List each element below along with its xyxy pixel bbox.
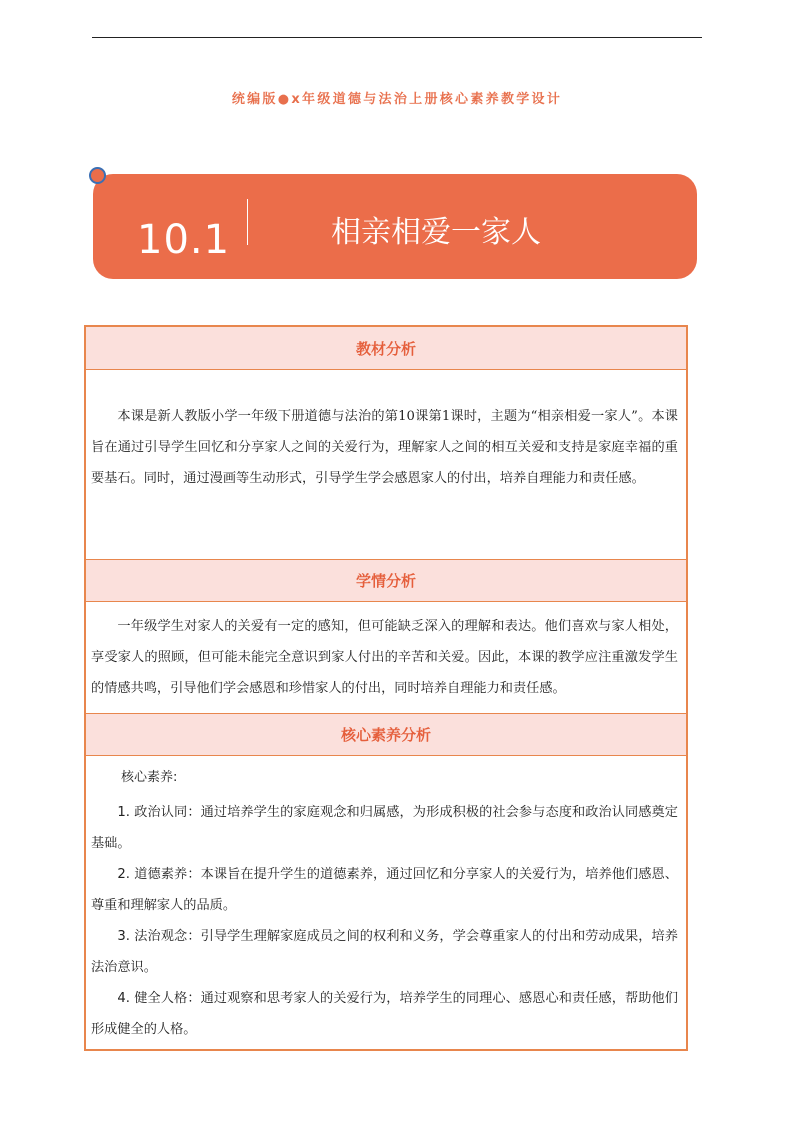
list-item [91, 859, 678, 921]
lesson-table [84, 325, 688, 1051]
list-item-number: 1. [117, 805, 130, 820]
section-heading-core-literacy: 核心素养分析 [86, 713, 686, 756]
list-item-number: 2. [117, 867, 130, 882]
list-item-number: 3. [117, 929, 130, 944]
section-heading-textbook-analysis: 教材分析 [86, 327, 686, 370]
section-body-core-literacy [86, 756, 686, 1049]
list-item-number: 4. [117, 991, 130, 1006]
section-body-student-analysis [86, 602, 686, 713]
lesson-number: 10.1 [137, 217, 231, 263]
top-rule [92, 37, 702, 38]
lesson-title: 相亲相爱一家人 [331, 215, 541, 250]
paragraph: 本课是新人教版小学一年级下册道德与法治的第10课第1课时，主题为“相亲相爱一家人”。本课旨在通过引导学生回忆和分享家人之间的关爱行为，理解家人之间的相互关爱和支持是家庭幸福的重要基石。同时，通过漫画等生动形式，引导学生学会感恩家人的付出，培养自理能力和责任感。 [91, 409, 678, 486]
section-heading-student-analysis: 学情分析 [86, 559, 686, 602]
banner-divider [247, 199, 248, 245]
running-header: 统编版●x年级道德与法治上册核心素养教学设计 [231, 92, 563, 107]
section-body-textbook-analysis [86, 370, 686, 559]
list-item [91, 797, 678, 859]
banner-dot-icon [89, 167, 106, 184]
list-item-text: 法治观念：引导学生理解家庭成员之间的权利和义务，学会尊重家人的付出和劳动成果，培养法治意识。 [91, 929, 678, 975]
list-item-text: 政治认同：通过培养学生的家庭观念和归属感，为形成积极的社会参与态度和政治认同感奠定基础。 [91, 805, 678, 851]
list-item [91, 921, 678, 983]
core-literacy-label: 核心素养: [121, 770, 178, 785]
paragraph: 一年级学生对家人的关爱有一定的感知，但可能缺乏深入的理解和表达。他们喜欢与家人相处，享受家人的照顾，但可能未能完全意识到家人付出的辛苦和关爱。因此，本课的教学应注重激发学生的情感共鸣，引导他们学会感恩和珍惜家人的付出，同时培养自理能力和责任感。 [91, 619, 678, 696]
list-item-text: 道德素养：本课旨在提升学生的道德素养，通过回忆和分享家人的关爱行为，培养他们感恩、尊重和理解家人的品质。 [91, 867, 678, 913]
list-item-text: 健全人格：通过观察和思考家人的关爱行为，培养学生的同理心、感恩心和责任感，帮助他们形成健全的人格。 [91, 991, 678, 1037]
list-item [91, 983, 678, 1045]
